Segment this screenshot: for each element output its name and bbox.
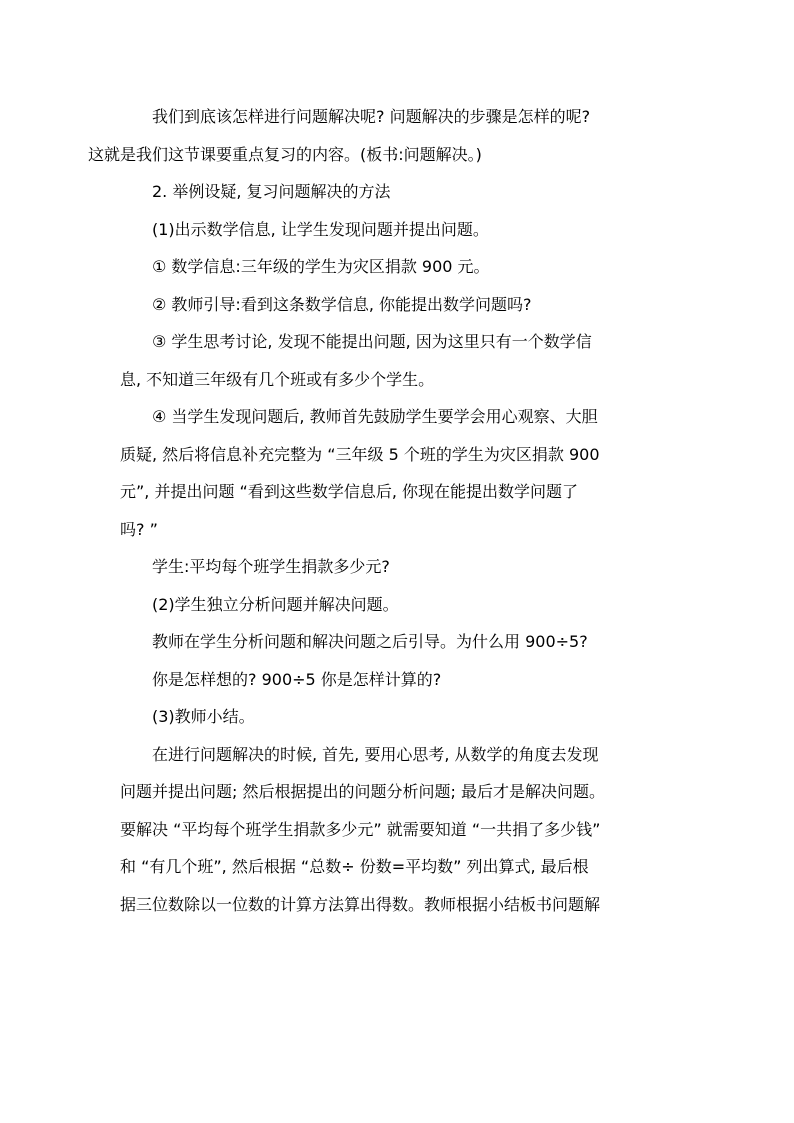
document-body [88,98,680,923]
text-line: (2)学生独立分析问题并解决问题。 [152,594,399,614]
text-line: 学生:平均每个班学生捐款多少元? [152,557,390,576]
text-line: 吗? ” [120,519,158,539]
text-line: ① 数学信息:三年级的学生为灾区捐款 900 元。 [152,257,490,276]
text-line: 2. 举例设疑, 复习问题解决的方法 [152,182,391,201]
paragraph [88,98,680,173]
paragraph [120,586,680,624]
text-line: 教师在学生分析问题和解决问题之后引导。为什么用 900÷5? [152,632,588,651]
text-line: 质疑, 然后将信息补充完整为 “三年级 5 个班的学生为灾区捐款 900 [120,444,600,464]
text-line: 这就是我们这节课要重点复习的内容。(板书:问题解决。) [88,144,482,164]
text-line: ③ 学生思考讨论, 发现不能提出问题, 因为这里只有一个数学信 [152,332,592,351]
text-line: (3)教师小结。 [152,707,255,726]
text-line: 元”, 并提出问题 “看到这些数学信息后, 你现在能提出数学问题了 [120,482,579,501]
paragraph [120,548,680,586]
list-item [120,398,680,548]
text-line: 我们到底该怎样进行问题解决呢? 问题解决的步骤是怎样的呢? [152,107,591,126]
text-line: 在进行问题解决的时候, 首先, 要用心思考, 从数学的角度去发现 [152,744,599,764]
text-line: 据三位数除以一位数的计算方法算出得数。教师根据小结板书问题解 [120,894,601,914]
paragraph [120,661,680,699]
text-line: 你是怎样想的? 900÷5 你是怎样计算的? [152,669,442,689]
section-heading [120,173,680,211]
text-line: 要解决 “平均每个班学生捐款多少元” 就需要知道 “一共捐了多少钱” [120,819,601,839]
list-item [120,248,680,286]
text-line: (1)出示数学信息, 让学生发现问题并提出问题。 [152,219,489,239]
text-line: ② 教师引导:看到这条数学信息, 你能提出数学问题吗? [152,294,532,314]
text-line: 息, 不知道三年级有几个班或有多少个学生。 [120,369,435,389]
paragraph [120,736,680,924]
text-line: ④ 当学生发现问题后, 教师首先鼓励学生要学会用心观察、大胆 [152,407,598,426]
text-line: 问题并提出问题; 然后根据提出的问题分析问题; 最后才是解决问题。 [120,782,605,801]
list-item [120,286,680,324]
paragraph [120,698,680,736]
paragraph [120,623,680,661]
paragraph [120,211,680,249]
text-line: 和 “有几个班”, 然后根据 “总数÷ 份数=平均数” 列出算式, 最后根 [120,857,589,876]
list-item [120,323,680,398]
